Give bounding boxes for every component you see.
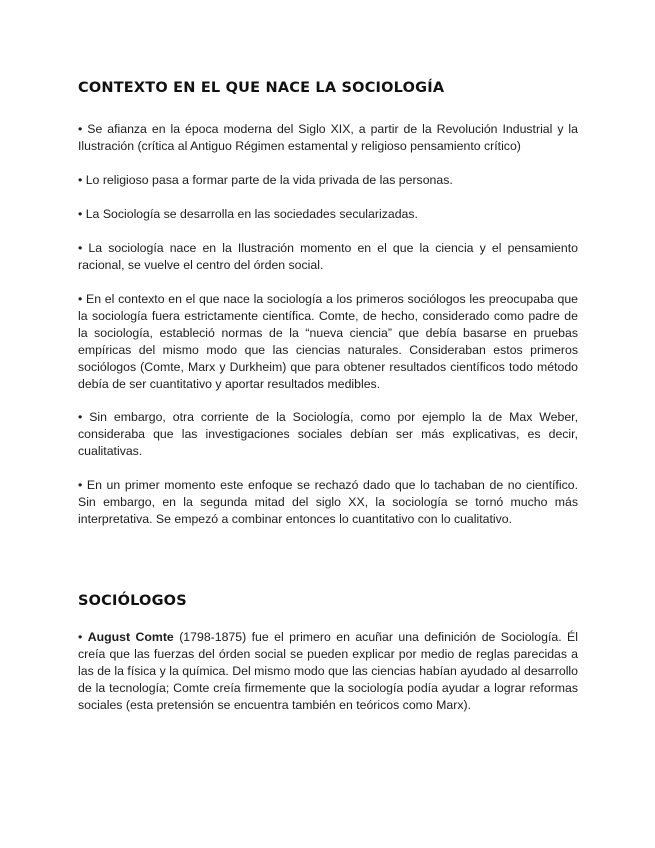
sociologist-name: August Comte xyxy=(87,630,174,644)
section-title-sociologos: SOCIÓLOGOS xyxy=(78,593,187,609)
sociologist-description: (1798-1875) fue el primero en acuñar una definición de Sociología. Él creía que las fuerzas del órden social se pueden explicar por medio de reglas parecidas a las de la física y la química. Del mismo modo que las ciencias habían ayudado al desarrollo de la tecnología; Comte creía firmemente que la sociología podía ayudar a lograr reformas sociales (esta pretensión se encuentra también en teóricos como Marx). xyxy=(78,630,578,712)
paragraph: • La sociología nace en la Ilustración momento en el que la ciencia y el pensamiento racional, se vuelve el centro del órden social. xyxy=(78,241,578,272)
section-title-contexto: CONTEXTO EN EL QUE NACE LA SOCIOLOGÍA xyxy=(78,80,445,96)
paragraph: • En el contexto en el que nace la sociología a los primeros sociólogos les preocupaba que la sociología fuera estrictamente científica. Comte, de hecho, considerado como padre de la sociología, estableció normas de la “nueva ciencia” que debía basarse en pruebas empíricas del mismo modo que las ciencias naturales. Consideraban estos primeros sociólogos (Comte, Marx y Durkheim) que para obtener resultados científicos todo método debía de ser cuantitativo y aportar resultados medibles. xyxy=(78,292,578,391)
sociologist-entry xyxy=(78,629,578,714)
paragraph: • La Sociología se desarrolla en las sociedades secularizadas. xyxy=(78,207,418,221)
paragraph: • Sin embargo, otra corriente de la Sociología, como por ejemplo la de Max Weber, consideraba que las investigaciones sociales debían ser más explicativas, es decir, cualitativas. xyxy=(78,410,578,458)
paragraph: • En un primer momento este enfoque se rechazó dado que lo tachaban de no científico. Sin embargo, en la segunda mitad del siglo XX, la sociología se tornó mucho más interpretativa. Se empezó a combinar entonces lo cuantitativo con lo cualitativo. xyxy=(78,478,578,526)
paragraph: • Se afianza en la época moderna del Siglo XIX, a partir de la Revolución Industrial y la Ilustración (crítica al Antiguo Régimen estamental y religioso pensamiento crítico) xyxy=(78,122,578,153)
paragraph: • Lo religioso pasa a formar parte de la vida privada de las personas. xyxy=(78,173,453,187)
bullet: • xyxy=(78,630,88,644)
